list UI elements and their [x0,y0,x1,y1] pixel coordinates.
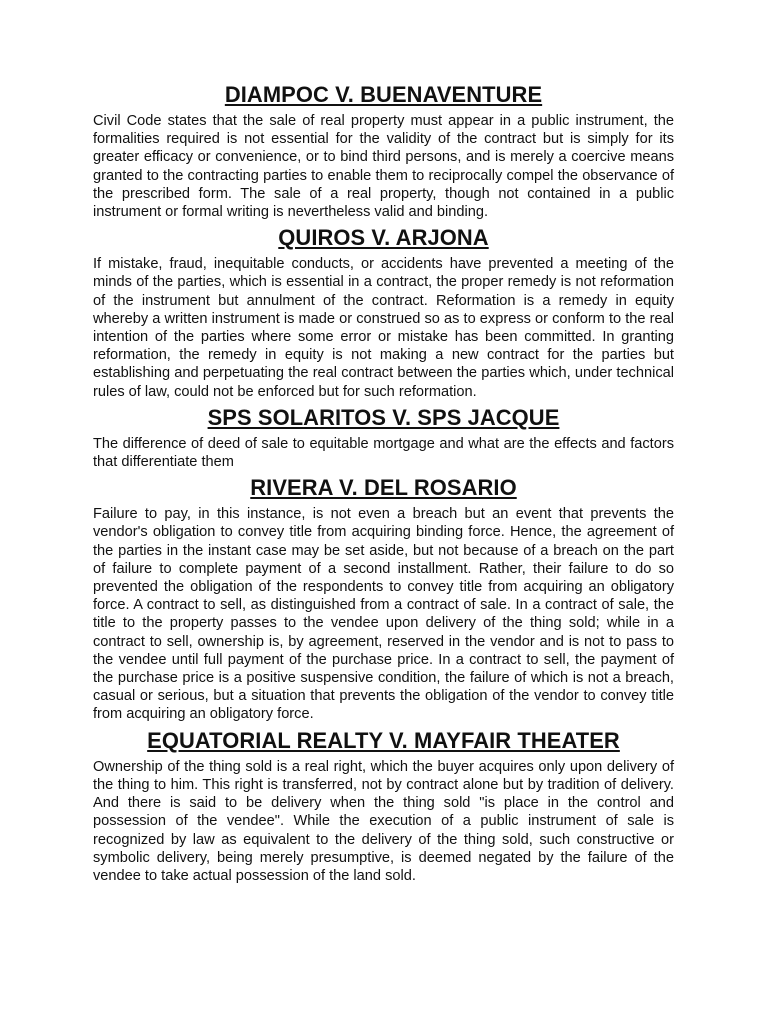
case-body: The difference of deed of sale to equitable mortgage and what are the effects and factors that differentiate them [93,435,674,471]
case-body: If mistake, fraud, inequitable conducts, or accidents have prevented a meeting of the minds of the parties, which is essential in a contract, the proper remedy is not reformation of the instrument but annulment of the contract. Reformation is a remedy in equity whereby a written instrument is made or construed so as to express or conform to the real intention of the parties where some error or mistake has been committed. In granting reformation, the remedy in equity is not making a new contract for the parties but establishing and perpetuating the real contract between the parties which, under technical rules of law, could not be enforced but for such reformation. [93,256,674,400]
case-title: RIVERA V. DEL ROSARIO [250,475,517,501]
case-section-quiros [93,225,674,401]
case-body: Failure to pay, in this instance, is not even a breach but an event that prevents the vendor's obligation to convey title from acquiring binding force. Hence, the agreement of the parties in the instant case may be set aside, but not because of a breach on the part of failure to complete payment of a second installment. Rather, their failure to do so prevented the obligation of the respondents to convey title from acquiring an obligatory force. A contract to sell, as distinguished from a contract of sale. In a contract of sale, the title to the property passes to the vendee upon delivery of the thing sold; while in a contract to sell, ownership is, by agreement, reserved in the vendor and is not to pass to the vendee until full payment of the purchase price. In a contract to sell, the payment of the purchase price is a positive suspensive condition, the failure of which is not a breach, casual or serious, but a situation that prevents the obligation of the vendor to convey title from acquiring an obligatory force. [93,506,674,723]
case-body: Ownership of the thing sold is a real right, which the buyer acquires only upon delivery of the thing to him. This right is transferred, not by contract alone but by tradition of delivery. And there is said to be delivery when the thing sold "is place in the control and possession of the vendee". While the execution of a public instrument of sale is recognized by law as equivalent to the delivery of the thing sold, such constructive or symbolic delivery, being merely presumptive, is deemed negated by the failure of the vendee to take actual possession of the land sold. [93,758,674,884]
case-title: DIAMPOC V. BUENAVENTURE [224,82,543,107]
case-body: Civil Code states that the sale of real property must appear in a public instrument, the formalities required is not essential for the validity of the contract but is simply for its greater efficacy or convenience, or to bind third persons, and is merely a coercive means granted to the contracting parties to enable them to reciprocally compel the observance of the prescribed form. The sale of a real property, though not contained in a public instrument or formal writing is nevertheless valid and binding. [93,113,674,221]
document-page [93,82,674,893]
case-section-equatorial [93,727,674,885]
case-section-diampoc [93,82,674,221]
case-section-solaritos [93,404,674,471]
case-title: EQUATORIAL REALTY V. MAYFAIR THEATER [147,727,620,753]
case-title: QUIROS V. ARJONA [278,225,489,251]
case-section-rivera [93,475,674,723]
case-title: SPS SOLARITOS V. SPS JACQUE [207,404,560,430]
